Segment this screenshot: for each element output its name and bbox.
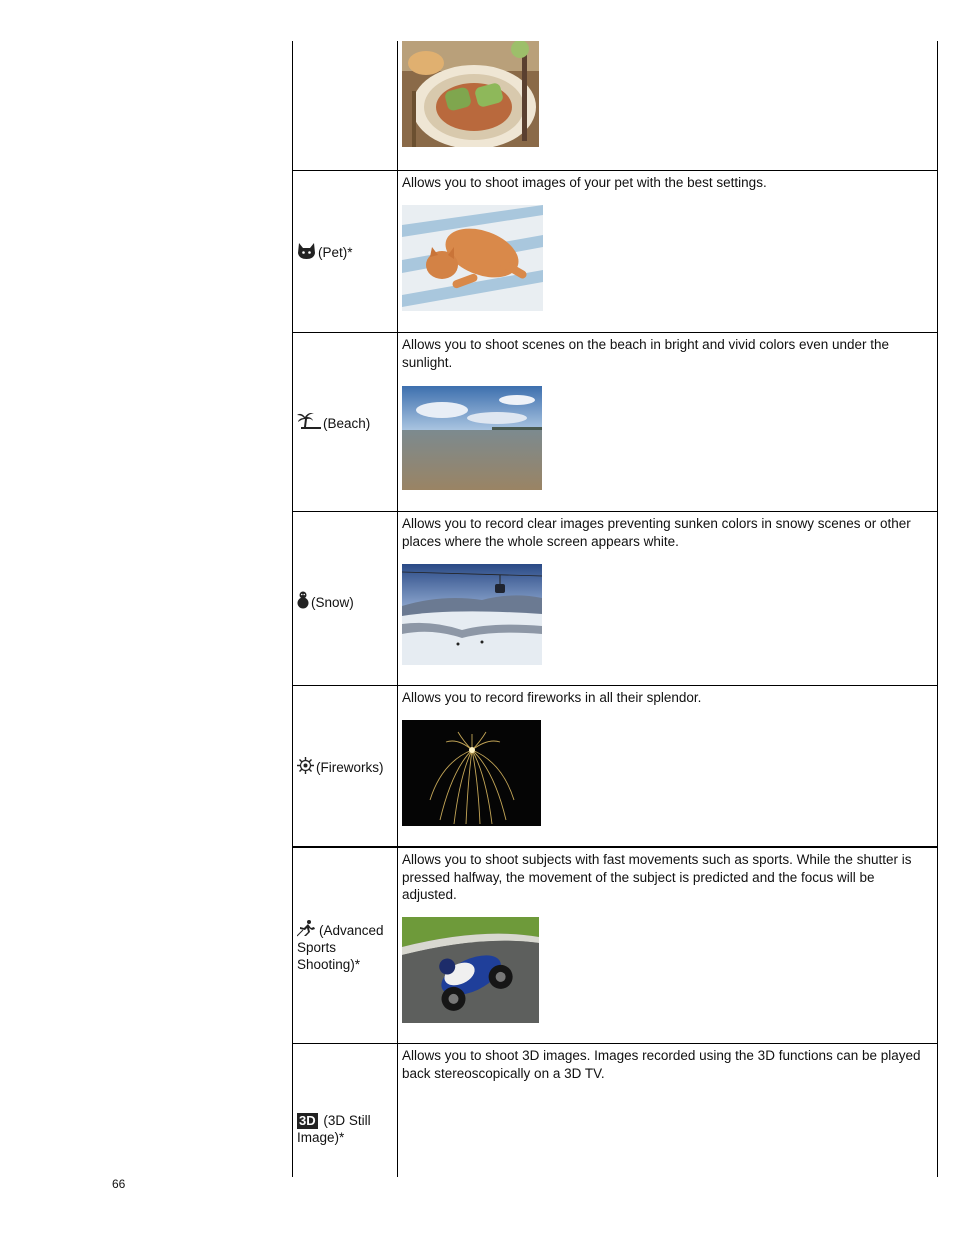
label-text: (Snow) <box>311 595 354 610</box>
label-text: (Fireworks) <box>316 760 384 775</box>
sports-runner-icon <box>297 919 317 937</box>
palm-tree-beach-icon <box>297 412 321 430</box>
fireworks-icon <box>297 757 314 774</box>
motorcycle-racer-photo <box>402 917 539 1023</box>
label-text: (3D Still Image)* <box>297 1113 371 1145</box>
page-number: 66 <box>112 1177 126 1191</box>
snowman-icon <box>297 591 309 609</box>
fireworks-night-photo <box>402 720 541 826</box>
label-text: (Pet)* <box>318 245 353 260</box>
row-label-advanced-sports <box>297 919 393 973</box>
snowy-mountain-gondola-photo <box>402 564 542 665</box>
row-description-3d-still-image: Allows you to shoot 3D images. Images recorded using the 3D functions can be played back stereoscopically on a 3D TV. <box>402 1048 921 1081</box>
label-text: (Advanced Sports Shooting)* <box>297 923 384 972</box>
3d-badge-icon: 3D <box>299 1113 316 1128</box>
table-row-food <box>292 41 938 170</box>
label-text: (Beach) <box>323 416 371 431</box>
row-description-beach: Allows you to shoot scenes on the beach in bright and vivid colors even under the sunlight. <box>402 337 890 370</box>
table-row-pet <box>292 170 938 333</box>
row-label-pet <box>297 242 393 261</box>
row-label-snow <box>297 591 393 611</box>
table-row-beach <box>292 332 938 512</box>
table-row-advanced-sports <box>292 846 938 1045</box>
table-row-fireworks <box>292 685 938 847</box>
table-row-snow <box>292 511 938 686</box>
cat-on-blanket-photo <box>402 205 543 311</box>
row-label-beach <box>297 412 393 432</box>
beach-sea-sky-photo <box>402 386 542 490</box>
row-description-advanced-sports: Allows you to shoot subjects with fast movements such as sports. While the shutter is pressed halfway, the movement of the subject is predicted and the focus will be adjusted. <box>402 852 912 902</box>
food-soup-plate-photo <box>402 41 539 147</box>
table-row-3d-still-image <box>292 1043 938 1178</box>
row-description-pet: Allows you to shoot images of your pet with the best settings. <box>402 175 767 190</box>
row-label-fireworks <box>297 757 393 776</box>
row-label-3d-still-image <box>297 1112 393 1146</box>
row-description-fireworks: Allows you to record fireworks in all their splendor. <box>402 690 702 705</box>
row-description-snow: Allows you to record clear images preventing sunken colors in snowy scenes or other places where the whole screen appears white. <box>402 516 911 549</box>
cat-face-icon <box>297 242 316 259</box>
